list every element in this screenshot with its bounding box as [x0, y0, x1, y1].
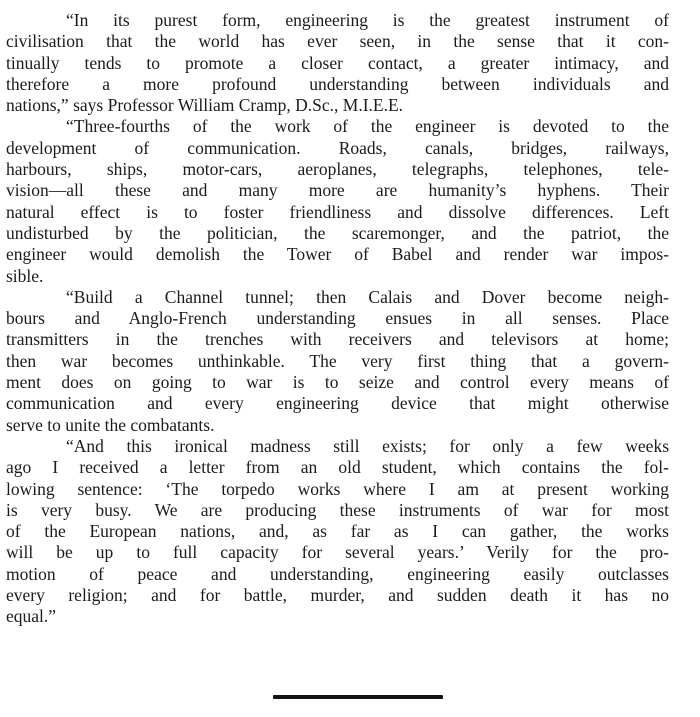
paragraph-1 — [6, 10, 669, 116]
text-line: therefore a more profound understanding between individuals and — [6, 73, 669, 94]
text-line: every religion; and for battle, murder, and sudden death it has no — [6, 585, 669, 606]
text-line: equal.” — [6, 606, 57, 627]
text-line: of the European nations, and, as far as I can gather, the works — [6, 521, 669, 542]
text-line: nations,” says Professor William Cramp, D.Sc., M.I.E.E. — [6, 95, 404, 116]
text-column — [6, 10, 669, 628]
text-line: communication and every engineering device that might otherwise — [6, 393, 669, 414]
text-line: ago I received a letter from an old student, which contains the fol- — [6, 457, 669, 478]
text-line: tinually tends to promote a closer contact, a greater intimacy, and — [6, 52, 669, 73]
text-line: natural effect is to foster friendliness and dissolve differences. Left — [6, 201, 669, 222]
text-line: “Three-fourths of the work of the engineer is devoted to the — [66, 116, 669, 137]
text-line: vision—all these and many more are humanity’s hyphens. Their — [6, 180, 669, 201]
text-line: ment does on going to war is to seize and control every means of — [6, 372, 669, 393]
text-line: harbours, ships, motor-cars, aeroplanes, telegraphs, telephones, tele- — [6, 159, 669, 180]
paragraph-2 — [6, 116, 669, 286]
text-line: “And this ironical madness still exists; for only a few weeks — [66, 435, 669, 456]
paragraph-4 — [6, 436, 669, 628]
text-line: engineer would demolish the Tower of Babel and render war impos- — [6, 244, 669, 265]
text-line: transmitters in the trenches with receivers and televisors at home; — [6, 329, 669, 350]
text-line: undisturbed by the politician, the scaremonger, and the patriot, the — [6, 222, 669, 243]
paragraph-3 — [6, 287, 669, 436]
text-line: development of communication. Roads, canals, bridges, railways, — [6, 137, 669, 158]
text-line: “In its purest form, engineering is the greatest instrument of — [66, 10, 669, 30]
text-line: civilisation that the world has ever seen, in the sense that it con- — [6, 31, 669, 52]
text-line: is very busy. We are producing these instruments of war for most — [6, 499, 669, 520]
text-line: sible. — [6, 265, 44, 286]
text-line: serve to unite the combatants. — [6, 414, 215, 435]
closing-rule — [273, 695, 443, 699]
text-line: lowing sentence: ‘The torpedo works where I am at present working — [6, 478, 669, 499]
text-line: will be up to full capacity for several years.’ Verily for the pro- — [6, 542, 669, 563]
text-line: “Build a Channel tunnel; then Calais and Dover become neigh- — [66, 286, 669, 307]
text-line: motion of peace and understanding, engineering easily outclasses — [6, 563, 669, 584]
text-line: bours and Anglo-French understanding ensues in all senses. Place — [6, 308, 669, 329]
text-line: then war becomes unthinkable. The very first thing that a govern- — [6, 350, 669, 371]
